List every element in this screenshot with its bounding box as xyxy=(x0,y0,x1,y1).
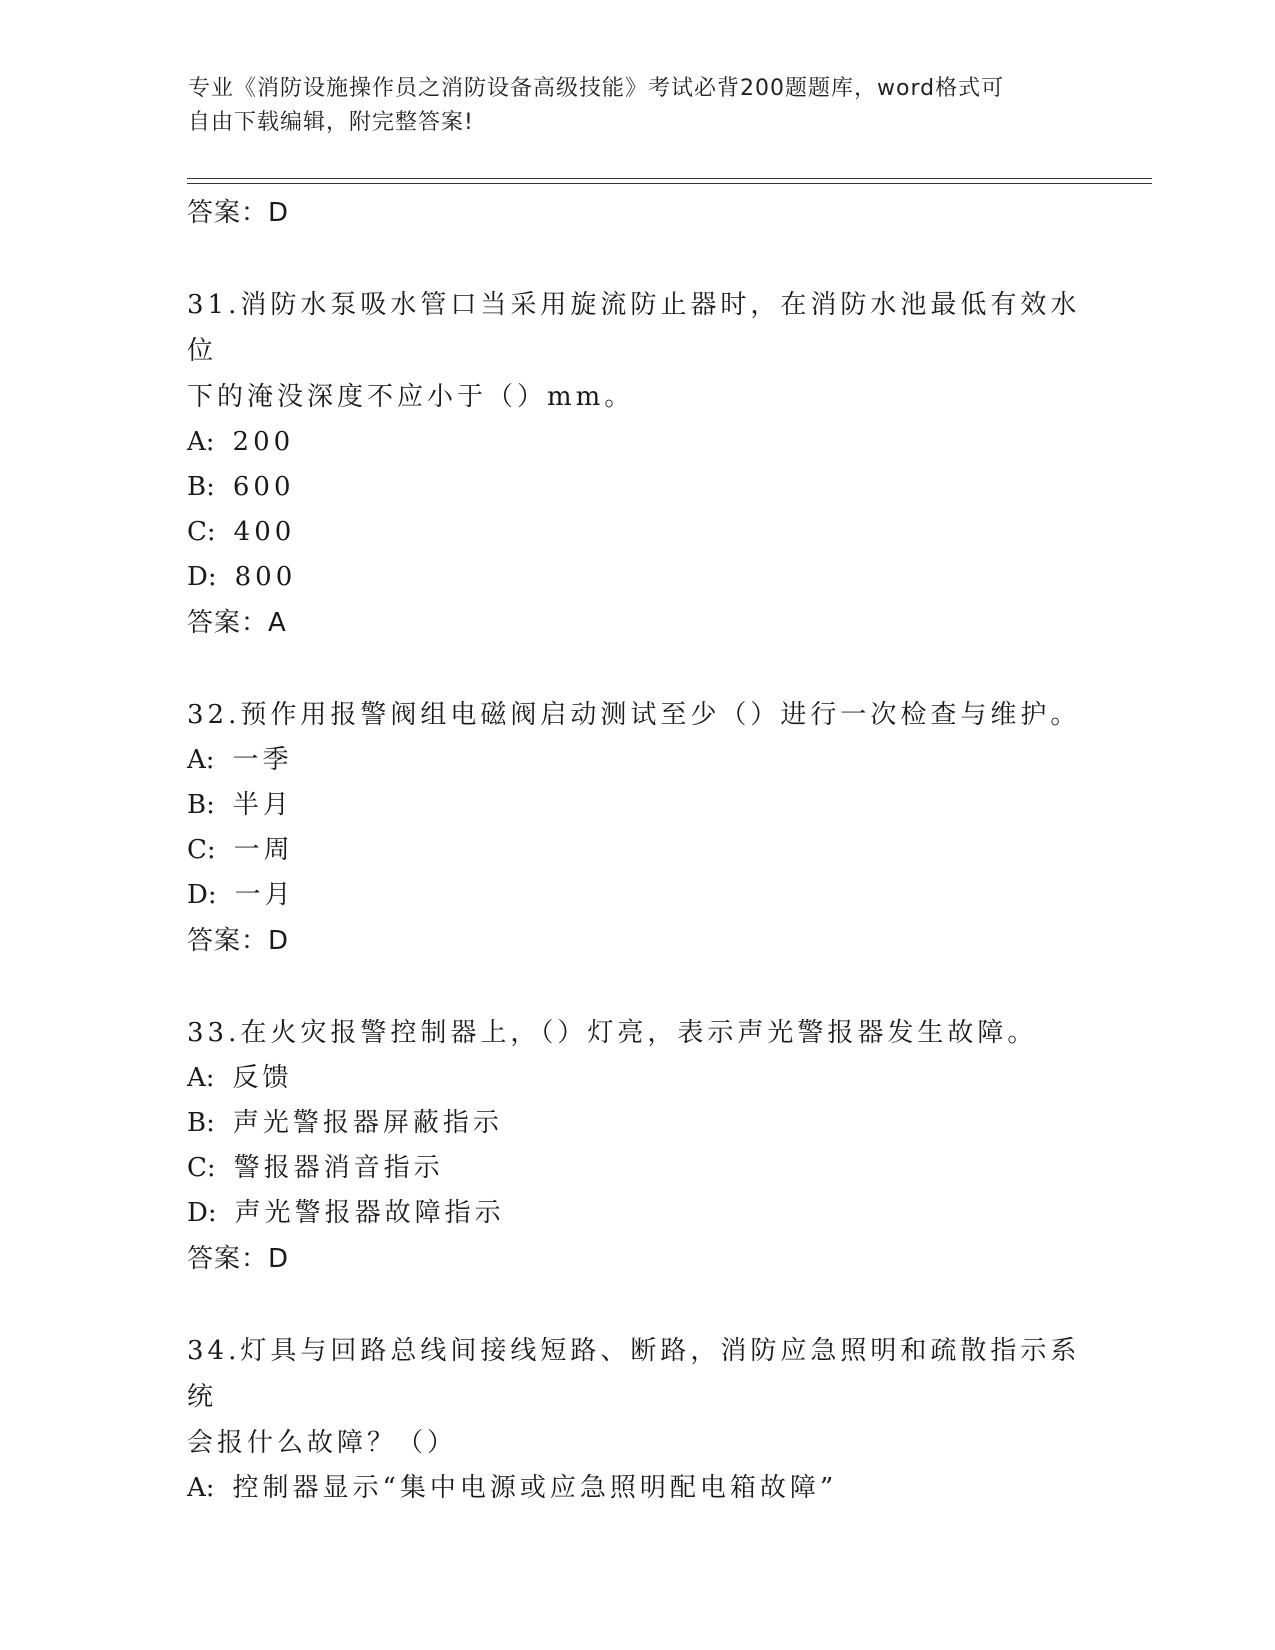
header-line-2: 自由下载编辑，附完整答案! xyxy=(188,110,474,135)
option-c xyxy=(187,828,1147,873)
option-key: B: xyxy=(187,790,215,820)
option-key: A: xyxy=(187,1063,215,1093)
option-key: A: xyxy=(187,427,215,457)
option-value: 一周 xyxy=(233,835,294,865)
option-b xyxy=(187,1101,1147,1146)
option-b xyxy=(187,783,1147,828)
option-value: 警报器消音指示 xyxy=(233,1153,444,1183)
option-a xyxy=(187,420,1147,465)
option-a xyxy=(187,1466,1147,1511)
option-key: B: xyxy=(187,1108,215,1138)
option-value: 半月 xyxy=(232,790,293,820)
option-d xyxy=(187,873,1147,918)
question-text xyxy=(187,1328,1087,1466)
option-value: 600 xyxy=(232,472,295,502)
question-text xyxy=(187,1010,1087,1056)
option-value: 一月 xyxy=(234,880,295,910)
answer: 答案：A xyxy=(187,608,287,638)
option-key: C: xyxy=(187,1153,216,1183)
question-text xyxy=(187,692,1087,738)
answer: 答案：D xyxy=(187,926,290,956)
option-value: 声光警报器屏蔽指示 xyxy=(232,1108,503,1138)
option-key: B: xyxy=(187,472,215,502)
option-value: 控制器显示“集中电源或应急照明配电箱故障” xyxy=(232,1473,838,1503)
option-b xyxy=(187,465,1147,510)
answer: 答案：D xyxy=(187,1244,290,1274)
option-d xyxy=(187,1191,1147,1236)
option-value: 400 xyxy=(233,517,296,547)
option-value: 声光警报器故障指示 xyxy=(234,1198,505,1228)
previous-answer: 答案：D xyxy=(187,198,290,228)
page-header xyxy=(188,72,1088,140)
question-32 xyxy=(187,692,1147,964)
question-text xyxy=(187,282,1087,420)
option-key: C: xyxy=(187,517,216,547)
question-text-line: 33.在火灾报警控制器上，（）灯亮，表示声光警报器发生故障。 xyxy=(187,1018,1038,1048)
header-divider-bottom xyxy=(187,183,1152,184)
question-33 xyxy=(187,1010,1147,1282)
option-c xyxy=(187,1146,1147,1191)
question-34 xyxy=(187,1328,1147,1511)
question-text-line: 下的淹没深度不应小于（）mm。 xyxy=(187,382,635,412)
option-key: D: xyxy=(187,1198,217,1228)
option-key: A: xyxy=(187,745,215,775)
option-key: C: xyxy=(187,835,216,865)
question-list xyxy=(187,190,1147,1511)
question-31 xyxy=(187,282,1147,646)
question-text-line: 32.预作用报警阀组电磁阀启动测试至少（）进行一次检查与维护。 xyxy=(187,700,1081,730)
question-text-line: 31.消防水泵吸水管口当采用旋流防止器时，在消防水池最低有效水位 xyxy=(187,290,1081,366)
question-text-line: 34.灯具与回路总线间接线短路、断路，消防应急照明和疏散指示系统 xyxy=(187,1336,1081,1412)
option-value: 200 xyxy=(232,427,295,457)
option-a xyxy=(187,1056,1147,1101)
option-key: D: xyxy=(187,880,217,910)
option-key: A: xyxy=(187,1473,215,1503)
option-value: 800 xyxy=(234,562,297,592)
option-value: 反馈 xyxy=(232,1063,293,1093)
option-key: D: xyxy=(187,562,217,592)
option-c xyxy=(187,510,1147,555)
option-d xyxy=(187,555,1147,600)
header-line-1: 专业《消防设施操作员之消防设备高级技能》考试必背200题题库，word格式可 xyxy=(188,76,1005,101)
header-divider-top xyxy=(187,178,1152,179)
question-text-line: 会报什么故障？（） xyxy=(187,1428,458,1458)
option-a xyxy=(187,738,1147,783)
option-value: 一季 xyxy=(232,745,293,775)
